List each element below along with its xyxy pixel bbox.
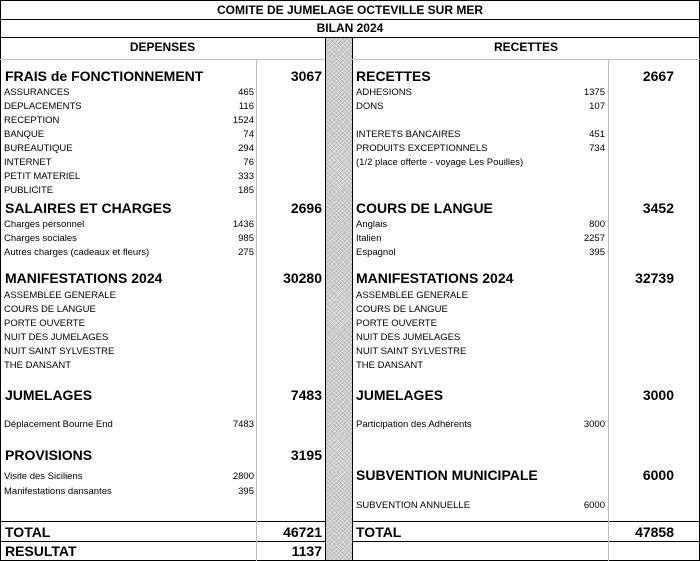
item-label: COURS DE LANGUE xyxy=(4,304,96,315)
section-title: PROVISIONS xyxy=(5,447,93,463)
item-value: 1375 xyxy=(583,87,605,98)
item-value: 2800 xyxy=(232,471,254,482)
section-title: JUMELAGES xyxy=(356,387,444,403)
resultat-divider-right xyxy=(352,541,700,542)
section-title: MANIFESTATIONS 2024 xyxy=(356,270,514,286)
item-label: SUBVENTION ANNUELLE xyxy=(356,500,471,511)
item-value: 333 xyxy=(238,171,254,182)
total-divider-left xyxy=(0,521,325,522)
section-total: 3000 xyxy=(642,387,674,403)
item-label: Italien xyxy=(356,233,382,244)
item-value: 800 xyxy=(589,219,605,230)
section-title: SUBVENTION MUNICIPALE xyxy=(356,467,538,483)
item-label: ASSEMBLEE GENERALE xyxy=(4,290,116,301)
item-label: Participation des Adhérents xyxy=(356,419,472,430)
item-label: NUIT DES JUMELAGES xyxy=(356,332,461,343)
item-label: NUIT DES JUMELAGES xyxy=(4,332,109,343)
document-subtitle: BILAN 2024 xyxy=(316,21,384,35)
title-divider xyxy=(0,19,700,20)
item-value: 395 xyxy=(589,247,605,258)
item-value: 6000 xyxy=(583,500,605,511)
section-title: SALAIRES ET CHARGES xyxy=(5,200,172,216)
resultat-value: 1137 xyxy=(291,543,322,559)
section-total: 30280 xyxy=(283,270,322,286)
item-value: 451 xyxy=(589,129,605,140)
section-total: 2667 xyxy=(642,68,674,84)
border-top xyxy=(0,0,700,1)
total-divider-right xyxy=(352,521,700,522)
item-label: BANQUE xyxy=(4,129,45,140)
item-label: INTERNET xyxy=(4,157,52,168)
grid-row-right xyxy=(352,59,700,60)
section-total: 6000 xyxy=(642,467,674,483)
item-value: 116 xyxy=(238,101,254,112)
item-label: INTERETS BANCAIRES xyxy=(356,129,461,140)
item-value: 76 xyxy=(243,157,254,168)
item-value: 74 xyxy=(243,129,254,140)
item-label: Déplacement Bourne End xyxy=(4,419,113,430)
column-separator xyxy=(325,37,352,561)
item-value: 1436 xyxy=(232,219,254,230)
item-label: NUIT SAINT SYLVESTRE xyxy=(4,346,115,357)
item-value: 185 xyxy=(238,185,254,196)
item-label: COURS DE LANGUE xyxy=(356,304,448,315)
border-left xyxy=(0,0,1,561)
total-recettes-label: TOTAL xyxy=(356,524,402,540)
item-label: PRODUITS EXCEPTIONNELS xyxy=(356,143,488,154)
section-title: FRAIS de FONCTIONNEMENT xyxy=(5,68,204,84)
item-label: BUREAUTIQUE xyxy=(4,143,73,154)
item-value: 1524 xyxy=(232,115,254,126)
separator-left-edge xyxy=(325,37,326,561)
item-value: 985 xyxy=(238,233,254,244)
grid-row-left xyxy=(0,59,325,60)
grid-col-right xyxy=(608,59,609,561)
item-label: PORTE OUVERTE xyxy=(4,318,85,329)
grid-col-left xyxy=(256,59,257,561)
section-total: 7483 xyxy=(290,387,322,403)
section-total: 3067 xyxy=(290,68,322,84)
separator-right-edge xyxy=(352,37,353,561)
item-value: 294 xyxy=(238,143,254,154)
item-value: 734 xyxy=(589,143,605,154)
section-total: 3452 xyxy=(642,200,674,216)
item-value: 7483 xyxy=(232,419,254,430)
section-total: 3195 xyxy=(290,447,322,463)
item-value: 395 xyxy=(238,486,254,497)
item-label: Charges personnel xyxy=(4,219,85,230)
item-label: THE DANSANT xyxy=(356,360,424,371)
item-label: Anglais xyxy=(356,219,388,230)
item-value: 465 xyxy=(238,87,254,98)
item-label: PORTE OUVERTE xyxy=(356,318,437,329)
item-value: 107 xyxy=(589,101,605,112)
total-depenses-label: TOTAL xyxy=(5,524,51,540)
item-label: NUIT SAINT SYLVESTRE xyxy=(356,346,467,357)
section-total: 32739 xyxy=(635,270,674,286)
section-title: MANIFESTATIONS 2024 xyxy=(5,270,163,286)
document-title: COMITE DE JUMELAGE OCTEVILLE SUR MER xyxy=(216,3,483,17)
section-title: RECETTES xyxy=(356,68,431,84)
item-label: DEPLACEMENTS xyxy=(4,101,82,112)
item-label: THE DANSANT xyxy=(4,360,72,371)
total-recettes-value: 47858 xyxy=(635,524,674,540)
item-label: ASSEMBLEE GENERALE xyxy=(356,290,468,301)
item-label: Espagnol xyxy=(356,247,396,258)
item-value: 275 xyxy=(238,247,254,258)
item-label: DONS xyxy=(356,101,384,112)
item-label: Autres charges (cadeaux et fleurs) xyxy=(4,247,150,258)
depenses-header: DEPENSES xyxy=(129,40,196,54)
item-label: ADHESIONS xyxy=(356,87,412,98)
resultat-label: RESULTAT xyxy=(5,543,77,559)
item-label: PETIT MATERIEL xyxy=(4,171,81,182)
recettes-header: RECETTES xyxy=(493,40,558,54)
item-value: 2257 xyxy=(583,233,605,244)
item-label: PUBLICITE xyxy=(4,185,54,196)
item-label: ASSURANCES xyxy=(4,87,70,98)
total-depenses-value: 46721 xyxy=(283,524,322,540)
item-note: (1/2 place offerte - voyage Les Pouilles) xyxy=(356,157,524,168)
section-title: JUMELAGES xyxy=(5,387,93,403)
subtitle-divider xyxy=(0,37,700,38)
item-label: Manifestations dansantes xyxy=(4,486,112,497)
item-label: Charges sociales xyxy=(4,233,77,244)
item-label: RECEPTION xyxy=(4,115,60,126)
section-title: COURS DE LANGUE xyxy=(356,200,493,216)
item-value: 3000 xyxy=(583,419,605,430)
item-label: Visite des Siciliens xyxy=(4,471,83,482)
section-total: 2696 xyxy=(290,200,322,216)
